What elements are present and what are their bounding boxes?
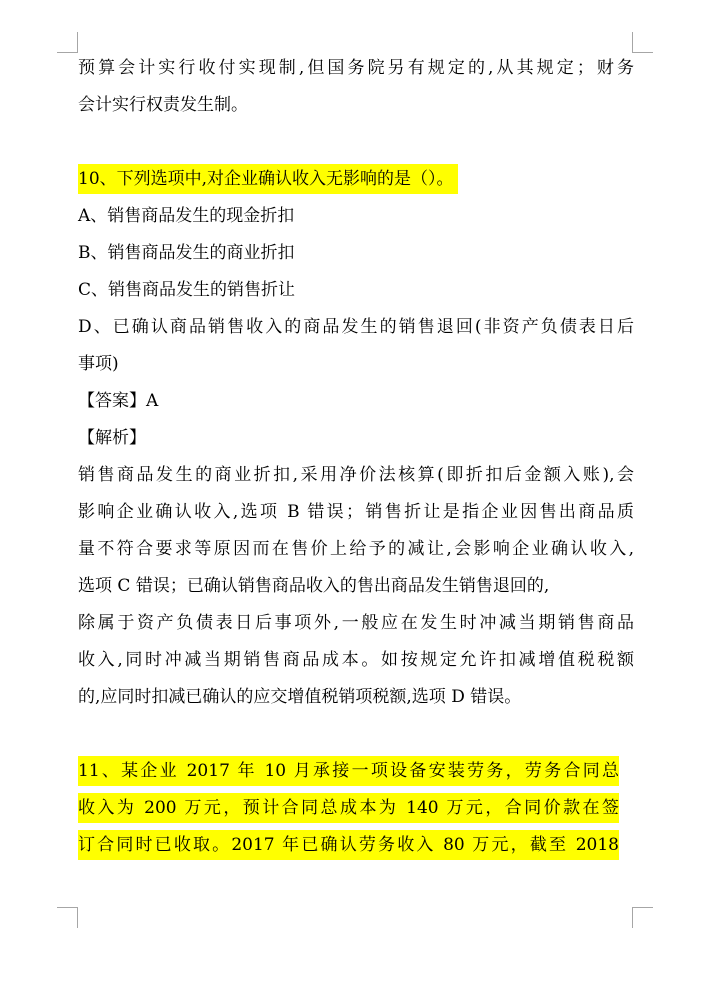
question-11-line: 订合同时已收取。2017 年已确认劳务收入 80 万元，截至 2018 [78,830,619,860]
option-a: A、销售商品发生的现金折扣 [78,206,295,226]
option-d: D、已确认商品销售收入的商品发生的销售退回(非资产负债表日后 [78,317,634,337]
intro-line: 预算会计实行收付实现制,但国务院另有规定的,从其规定；财务 [78,58,634,78]
corner-mark-bottom-right [632,907,653,928]
document-body [78,50,634,864]
analysis-line: 除属于资产负债表日后事项外,一般应在发生时冲减当期销售商品 [78,613,634,633]
intro-paragraph [78,50,634,124]
corner-mark-bottom-left [57,907,78,928]
option-c: C、销售商品发生的销售折让 [78,280,296,300]
spacer [78,124,634,161]
option-d-continued: 事项) [78,354,119,374]
intro-line: 会计实行权责发生制。 [78,95,248,115]
corner-mark-top-right [632,32,653,53]
analysis-line: 销售商品发生的商业折扣,采用净价法核算(即折扣后金额入账),会 [78,465,634,485]
question-11-line: 收入为 200 万元，预计合同总成本为 140 万元，合同价款在签 [78,793,619,823]
question-10 [78,161,634,716]
answer-label: 【答案】A [78,391,159,411]
option-b: B、销售商品发生的商业折扣 [78,243,295,263]
corner-mark-top-left [57,32,78,53]
analysis-line: 影响企业确认收入,选项 B 错误；销售折让是指企业因售出商品质 [78,502,634,522]
question-10-stem-line [78,161,634,198]
question-11-line-wrap [78,753,634,790]
question-11-line-wrap [78,790,634,827]
analysis-label: 【解析】 [78,428,146,448]
analysis-line: 量不符合要求等原因而在售价上给予的减让,会影响企业确认收入, [78,539,634,559]
question-10-stem: 10、下列选项中,对企业确认收入无影响的是（）。 [78,164,458,194]
analysis-line: 收入,同时冲减当期销售商品成本。如按规定允许扣减增值税税额 [78,650,634,670]
spacer [78,716,634,753]
question-11 [78,753,634,864]
question-11-line: 11、某企业 2017 年 10 月承接一项设备安装劳务，劳务合同总 [78,756,619,786]
analysis-line: 的,应同时扣减已确认的应交增值税销项税额,选项 D 错误。 [78,687,522,707]
analysis-line: 选项 C 错误；已确认销售商品收入的售出商品发生销售退回的, [78,576,550,596]
question-11-line-wrap [78,827,634,864]
